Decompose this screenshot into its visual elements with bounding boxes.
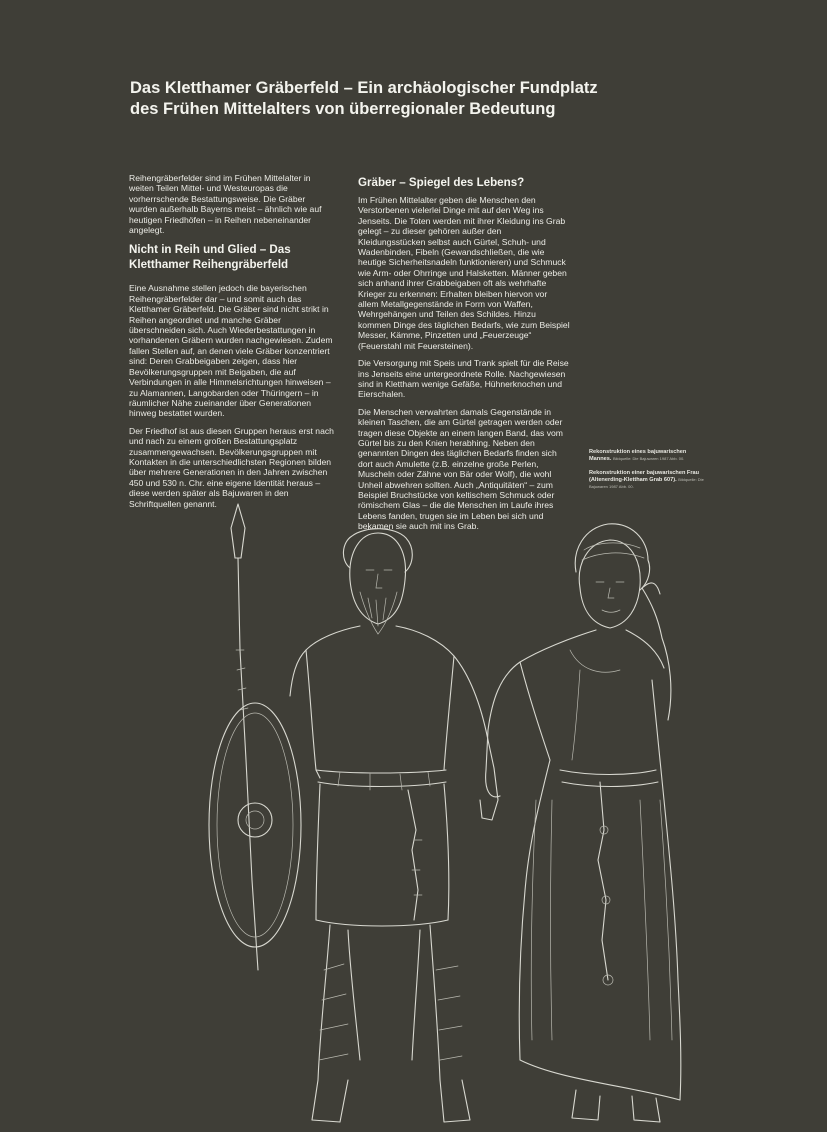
title-line-2: des Frühen Mittelalters von überregionaler Bedeutung [130,100,556,118]
caption-woman [589,470,709,490]
section-heading-graeber: Gräber – Spiegel des Lebens? [358,176,525,189]
caption-man [589,449,709,463]
paragraph: Im Frühen Mittelalter geben die Menschen den Verstorbenen vielerlei Dinge mit auf den Weg ins Jenseits. Die Toten werden mit ihrer Kleidung ins Grab gelegt – zu dieser gehören außer den Kleidungsstücken selbst auch Gürtel, Schuh- und Wadenbinden, Fibeln (Gewandschließen, die wie heutige Sicherheitsnadeln funktionieren) und Schmuck wie Arm- oder Ohrringe und Halsketten. Männer geben sich anhand ihrer Grabbeigaben oft als wehrhafte Krieger zu erkennen: Erhalten bleiben hiervon vor allem Metallgegenstände in Form von Waffen, Wehrgehängen und Teilen des Schildes. Hinzu kommen Dinge des täglichen Bedarfs, wie zum Beispiel Messer, Kämme, Pinzetten und „Feuerzeuge“ (Feuerstahl mit Feuersteinen). [358,195,570,351]
paragraph: Die Menschen verwahrten damals Gegenstände in kleinen Taschen, die am Gürtel getragen werden oder tragen diese Objekte an einem langen Band, das vom Gürtel bis zu den Knien herabhing. Neben den genannten Dingen des täglichen Bedarfs finden sich dort auch Amulette (z.B. einzelne große Perlen, Muscheln oder Zähne von Bär oder Wolf), die wohl Unheil abwehren sollten. Auch „Antiquitäten“ – zum Beispiel Bruchstücke von keltischem Schmuck oder römischem Glas – die die Menschen im Laufe ihres Lebens fanden, trugen sie im Leben bei sich und bekamen sie auch mit ins Grab. [358,406,563,532]
woman-figure [486,524,681,1122]
section-heading-reihengraeberfeld: Nicht in Reih und Glied – Das Kletthamer Reihengräberfeld [129,243,291,272]
intro-paragraph: Reihengräberfelder sind im Frühen Mittelalter in weiten Teilen Mittel- und Westeuropas die vorherrschende Bestattungsweise. Die Gräber wurden außerhalb Bayerns meist – ähnlich wie auf heutigen Friedhöfen – in Reihen nebeneinander angelegt. [129,173,322,236]
reconstruction-illustration [200,500,740,1127]
paragraph: Die Versorgung mit Speis und Trank spielt für die Reise ins Jenseits eine untergeordnete Rolle. Nachgewiesen sind in Klettham wenige Gefäße, Hühnerknochen und Eierschalen. [358,358,569,400]
line-drawing [200,500,740,1127]
title-line-1: Das Kletthamer Gräberfeld – Ein archäologischer Fundplatz [130,79,598,97]
paragraph: Der Friedhof ist aus diesen Gruppen heraus erst nach und nach zu einem großen Bestattungsplatz zusammengewachsen. Bevölkerungsgruppen mit Kontakten in die unterschiedlichsten Regionen bilden über mehrere Generationen in den Jahren zwischen 450 und 530 n. Chr. eine eigene Identität heraus – diese werden später als Bajuwaren in den Schriftquellen genannt. [129,425,334,509]
caption-woman-text: Rekonstruktion einer bajuwarischen Frau (Altenerding-Klettham Grab 607). [589,470,700,483]
caption-man-source: Bildquelle: Die Bajuwaren 1987 Abb. 00. [612,455,685,461]
left-column [129,173,334,516]
shield-drawing [209,703,301,947]
right-column [358,195,570,539]
man-figure [290,529,498,1122]
caption-man-text: Rekonstruktion eines bajuwarischen Mannes. [589,449,687,462]
caption-woman-source: Bildquelle: Die Bajuwaren 1987 Abb. 00. [589,476,704,489]
paragraph: Eine Ausnahme stellen jedoch die bayerischen Reihengräberfelder dar – und somit auch das Kletthamer Gräberfeld. Die Gräber sind nicht strikt in Reihen angeordnet und manche Gräber überschneiden sich. Auch Wiederbestattungen in vorhandenen Gräbern wurden nachgewiesen. Zudem fallen Stellen auf, an denen viele Gräber konzentriert sind: Deren Grabbeigaben zeigen, dass hier Bevölkerungsgruppen mit Beigaben, die auf Verbindungen in alle Himmelsrichtungen hinweisen – zu Alamannen, Langobarden oder Thüringern – in räumlicher Nähe zueinander über Generationen hinweg bestattet wurden. [129,283,333,419]
spear-drawing [231,504,258,970]
page-title [130,78,730,120]
